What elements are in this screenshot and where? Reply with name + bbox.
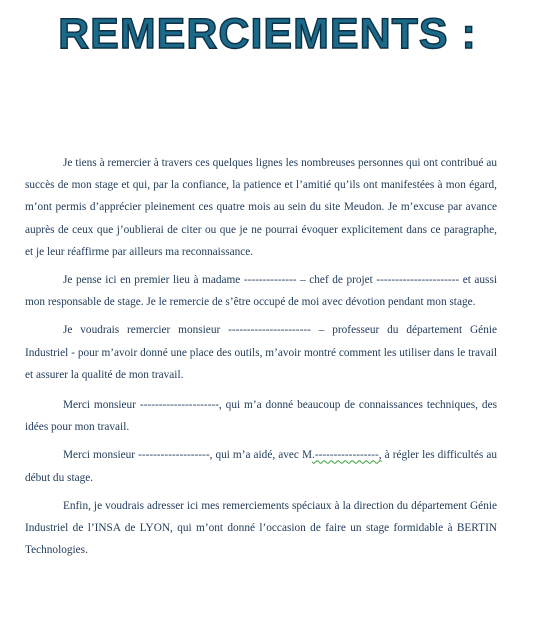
paragraph-professor: Je voudrais remercier monsieur ---------------------- – professeur du département Génie Industriel - pour m’avoir donné une place des outils, m’avoir montré comment les utiliser dans le travail et assurer la qualité de mon travail. (25, 324, 497, 381)
document-body (25, 152, 497, 567)
paragraph-difficulties-end: à régler les difficultés au début du stage. (25, 449, 497, 484)
page-title: REMERCIEMENTS : (58, 10, 477, 58)
paragraph-final-thanks: Enfin, je voudrais adresser ici mes remerciements spéciaux à la direction du département Génie Industriel de l’INSA de LYON, qui m’ont donné l’occasion de faire un stage formidable à BERTIN Technologies. (25, 499, 497, 557)
paragraph-difficulties-start: Merci monsieur -------------------, qui m’a aidé, avec M (63, 449, 312, 462)
paragraph-knowledge: Merci monsieur ---------------------, qui m’a donné beaucoup de connaissances techniques, des idées pour mon travail. (25, 399, 497, 434)
paragraph-intro: Je tiens à remercier à travers ces quelques lignes les nombreuses personnes qui ont contribué au succès de mon stage et qui, par la confiance, la patience et l’amitié qu’ils ont manifestées à mon égard, m’ont permis d’apprécier pleinement ces quatre mois au sein du site Meudon. Je m’excuse par avance auprès de ceux que j’oublierai de citer ou que je ne pourrai évoquer explicitement dans ce paragraphe, et je leur réaffirme par ailleurs ma reconnaissance. (25, 157, 497, 258)
paragraph-project-lead: Je pense ici en premier lieu à madame -------------- – chef de projet ---------------------- et aussi mon responsable de stage. Je le remercie de s’être occupé de moi avec dévotion pendant mon stage. (25, 274, 497, 309)
spellcheck-flagged-text: .-----------------, (312, 449, 382, 462)
paragraph-difficulties (25, 444, 497, 488)
